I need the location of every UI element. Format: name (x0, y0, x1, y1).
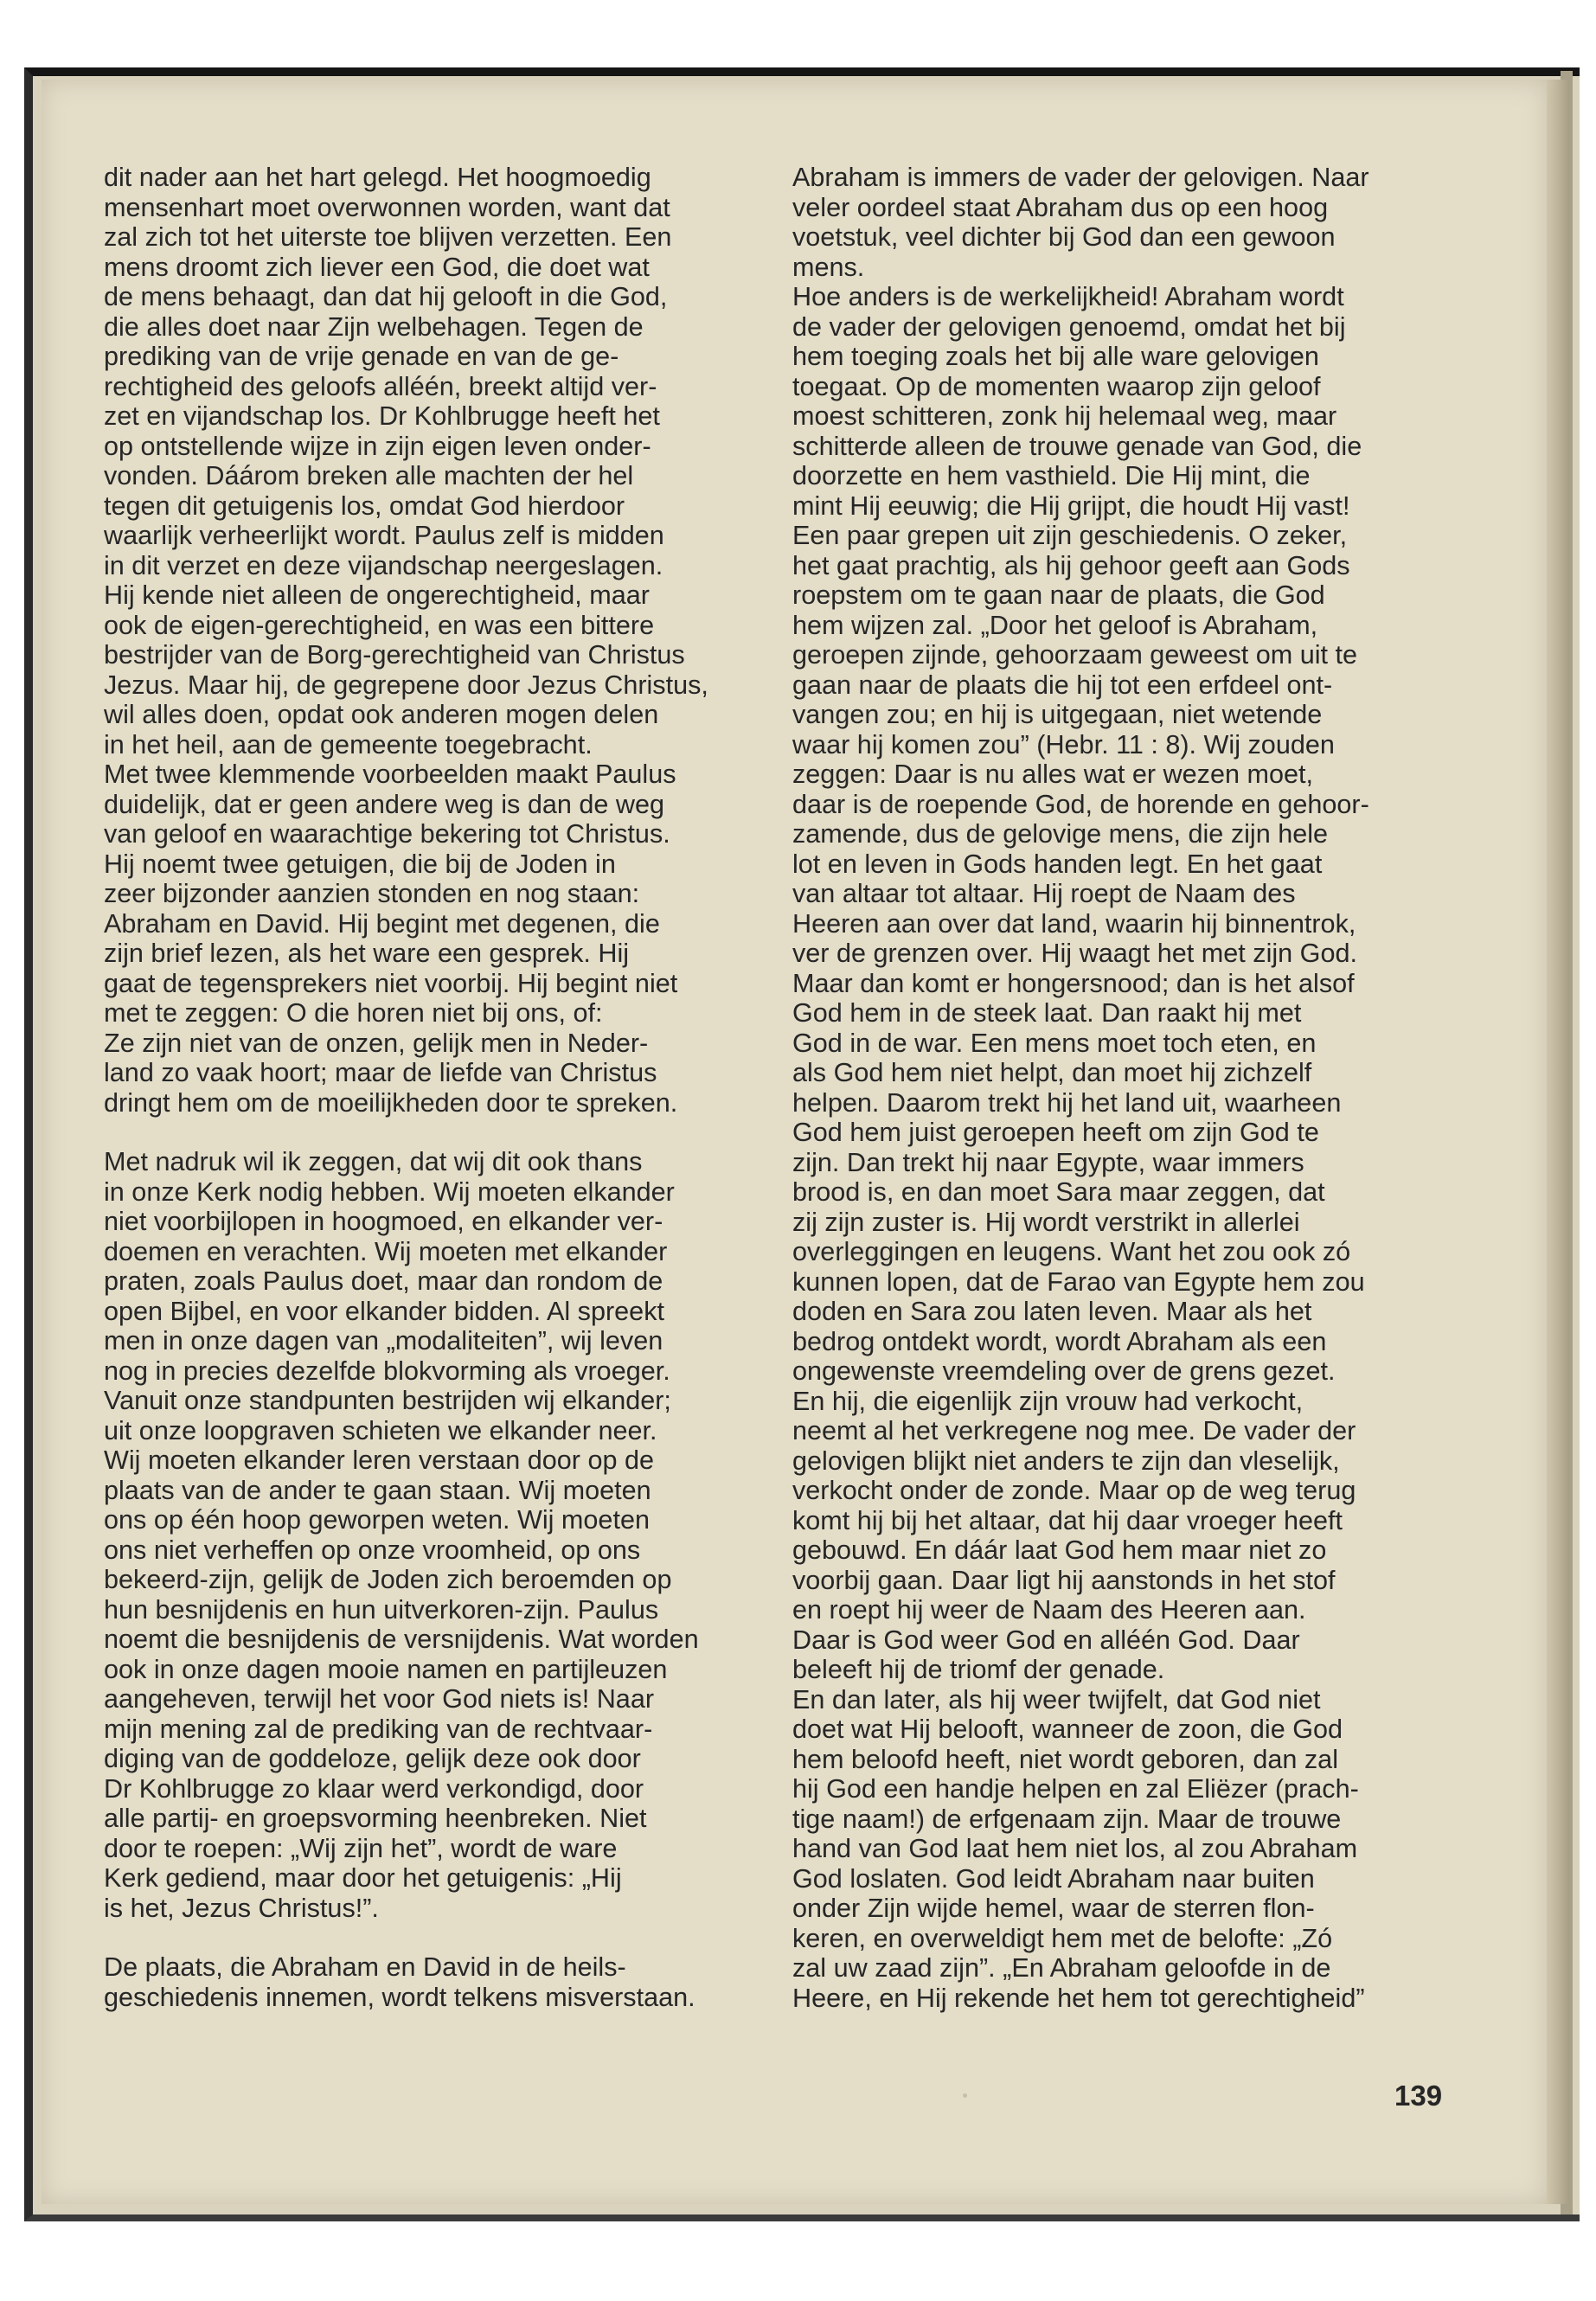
page-number: 139 (1394, 2080, 1443, 2112)
left-text-column (104, 163, 766, 2012)
left-paragraph-2: Met nadruk wil ik zeggen, dat wij dit ook thans in onze Kerk nodig hebben. Wij moeten elkander niet voorbijlopen in hoogmoed, en elkander ver- doemen en verachten. Wij moeten met elkander praten, zoals Paulus doet, maar dan rondom de open Bijbel, en voor elkander bidden. Al spreekt men in onze dagen van „modaliteiten”, wij leven nog in precies dezelfde blokvorming als vroeger. Vanuit onze standpunten bestrijden wij elkander; uit onze loopgraven schieten we elkander neer. Wij moeten elkander leren verstaan door op de plaats van de ander te gaan staan. Wij moeten ons op één hoop geworpen weten. Wij moeten ons niet verheffen op onze vroomheid, op ons bekeerd-zijn, gelijk de Joden zich beroemden op hun besnijdenis en hun uitverkoren-zijn. Paulus noemt die besnijdenis de versnijdenis. Wat worden ook in onze dagen mooie namen en partijleuzen aangeheven, terwijl het voor God niets is! Naar mijn mening zal de prediking van de rechtvaar- diging van de goddeloze, gelijk deze ook door Dr Kohlbrugge zo klaar werd verkondigd, door alle partij- en groepsvorming heenbreken. Niet door te roepen: „Wij zijn het”, wordt de ware Kerk gediend, maar door het getuigenis: „Hij is het, Jezus Christus!”. (104, 1147, 699, 1923)
right-paragraph-1: Abraham is immers de vader der gelovigen. Naar veler oordeel staat Abraham dus op een hoog voetstuk, veel dichter bij God dan een gewoon mens. Hoe anders is de werkelijkheid! Abraham wordt de vader der gelovigen genoemd, omdat het bij hem toeging zoals het bij alle ware gelovigen toegaat. Op de momenten waarop zijn geloof moest schitteren, zonk hij helemaal weg, maar schitterde alleen de trouwe genade van God, die doorzette en hem vasthield. Die Hij mint, die mint Hij eeuwig; die Hij grijpt, die houdt Hij vast! Een paar grepen uit zijn geschiedenis. O zeker, het gaat prachtig, als hij gehoor geeft aan Gods roepstem om te gaan naar de plaats, die God hem wijzen zal. „Door het geloof is Abraham, geroepen zijnde, gehoorzaam geweest om uit te gaan naar de plaats die hij tot een erfdeel ont- vangen zou; en hij is uitgegaan, niet wetende waar hij komen zou” (Hebr. 11 : 8). Wij zouden zeggen: Daar is nu alles wat er wezen moet, daar is de roepende God, de horende en gehoor- zamende, dus de gelovige mens, die zijn hele lot en leven in Gods handen legt. En het gaat van altaar tot altaar. Hij roept de Naam des Heeren aan over dat land, waarin hij binnentrok, ver de grenzen over. Hij waagt het met zijn God. Maar dan komt er hongersnood; dan is het alsof God hem in de steek laat. Dan raakt hij met God in de war. Een mens moet toch eten, en als God hem niet helpt, dan moet hij zichzelf helpen. Daarom trekt hij het land uit, waarheen God hem juist geroepen heeft om zijn God te zijn. Dan trekt hij naar Egypte, waar immers brood is, en dan moet Sara maar zeggen, dat zij zijn zuster is. Hij wordt verstrikt in allerlei overleggingen en leugens. Want het zou ook zó kunnen lopen, dat de Farao van Egypte hem zou doden en Sara zou laten leven. Maar als het bedrog ontdekt wordt, wordt Abraham als een ongewenste vreemdeling over de grens gezet. En hij, die eigenlijk zijn vrouw had verkocht, neemt al het verkregene nog mee. De vader der gelovigen blijkt niet anders te zijn dan vleselijk, verkocht onder de zonde. Maar op de weg terug komt hij bij het altaar, dat hij daar vroeger heeft gebouwd. En dáár laat God hem maar niet zo voorbij gaan. Daar ligt hij aanstonds in het stof en roept hij weer de Naam des Heeren aan. Daar is God weer God en alléén God. Daar beleeft hij de triomf der genade. En dan later, als hij weer twijfelt, dat God niet doet wat Hij belooft, wanneer de zoon, die God hem beloofd heeft, niet wordt geboren, dan zal hij God een handje helpen en zal Eliëzer (prach- tige naam!) de erfgenaam zijn. Maar de trouwe hand van God laat hem niet los, al zou Abraham God loslaten. God leidt Abraham naar buiten onder Zijn wijde hemel, waar de sterren flon- keren, en overweldigt hem met de belofte: „Zó zal uw zaad zijn”. „En Abraham geloofde in de Heere, en Hij rekende het hem tot gerechtigheid” (792, 163, 1369, 2013)
left-paragraph-1: dit nader aan het hart gelegd. Het hoogmoedig mensenhart moet overwonnen worden, want dat zal zich tot het uiterste toe blijven verzetten. Een mens droomt zich liever een God, die doet wat de mens behaagt, dan dat hij gelooft in die God, die alles doet naar Zijn welbehagen. Tegen de prediking van de vrije genade en van de ge- rechtigheid des geloofs alléén, breekt altijd ver- zet en vijandschap los. Dr Kohlbrugge heeft het op ontstellende wijze in zijn eigen leven onder- vonden. Dáárom breken alle machten der hel tegen dit getuigenis los, omdat God hierdoor waarlijk verheerlijkt wordt. Paulus zelf is midden in dit verzet en deze vijandschap neergeslagen. Hij kende niet alleen de ongerechtigheid, maar ook de eigen-gerechtigheid, en was een bittere bestrijder van de Borg-gerechtigheid van Christus Jezus. Maar hij, de gegrepene door Jezus Christus, wil alles doen, opdat ook anderen mogen delen in het heil, aan de gemeente toegebracht. Met twee klemmende voorbeelden maakt Paulus duidelijk, dat er geen andere weg is dan de weg van geloof en waarachtige bekering tot Christus. Hij noemt twee getuigen, die bij de Joden in zeer bijzonder aanzien stonden en nog staan: Abraham en David. Hij begint met degenen, die zijn brief lezen, als het ware een gesprek. Hij gaat de tegensprekers niet voorbij. Hij begint niet met te zeggen: O die horen niet bij ons, of: Ze zijn niet van de onzen, gelijk men in Neder- land zo vaak hoort; maar de liefde van Christus dringt hem om de moeilijkheden door te spreken. (104, 163, 708, 1118)
page-edge-shadow (1547, 80, 1569, 2204)
left-paragraph-3: De plaats, die Abraham en David in de heils- geschiedenis innemen, wordt telkens misverstaan. (104, 1952, 695, 2012)
right-text-column (792, 163, 1458, 2013)
paper-speck (963, 2093, 967, 2098)
